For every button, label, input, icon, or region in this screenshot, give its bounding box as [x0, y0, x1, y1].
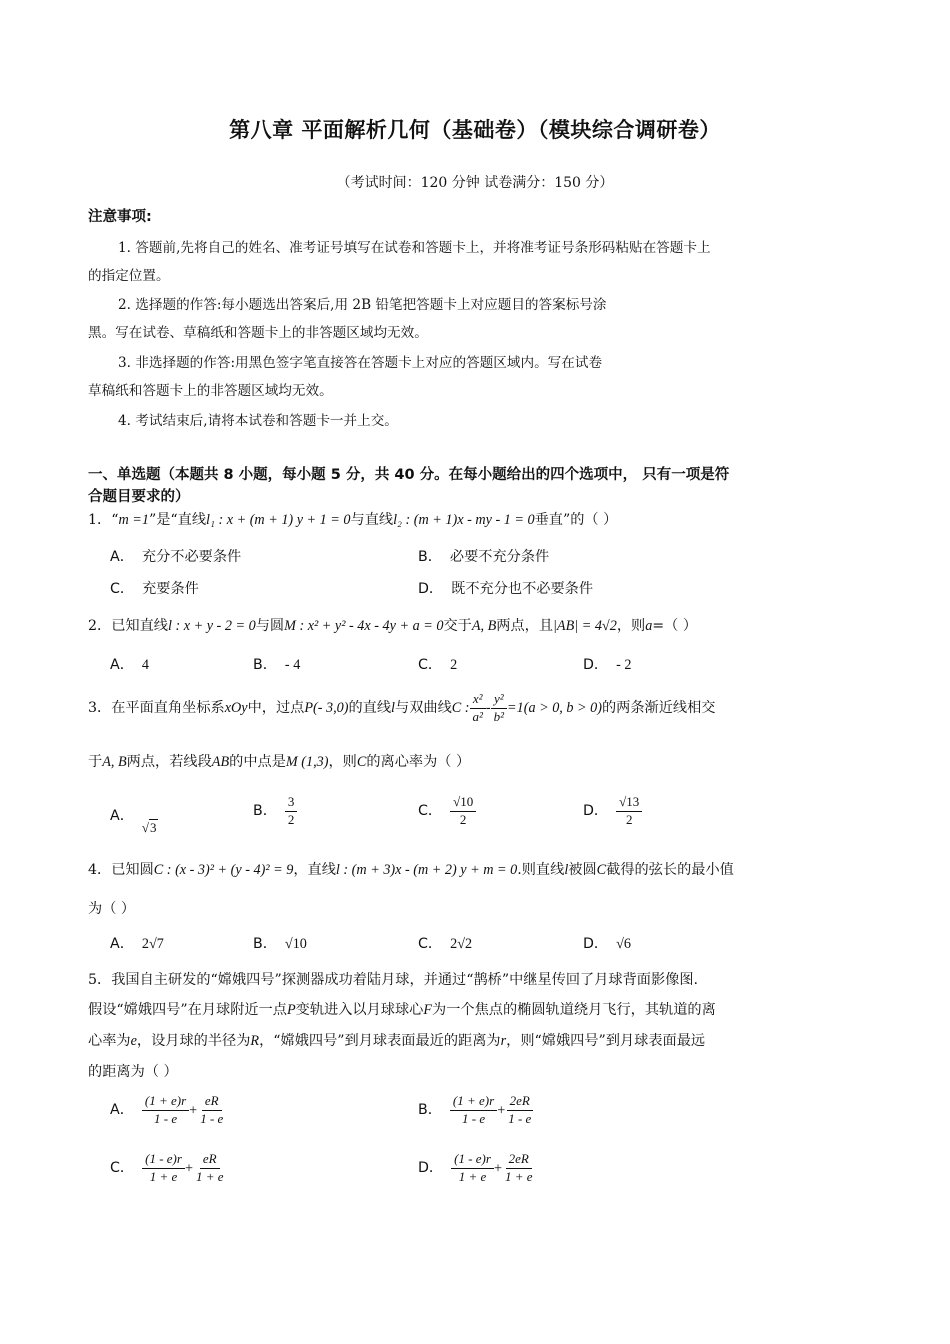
question-number: 2． — [88, 618, 112, 634]
q2-option-b[interactable]: B． - 4 — [253, 657, 301, 673]
question-5-line-2: 假设“嫦娥四号”在月球附近一点P变轨进入以月球球心F为一个焦点的椭圆轨道绕月飞行，其轨道的离 — [88, 1002, 716, 1018]
q2-option-d[interactable]: D． - 2 — [583, 657, 632, 673]
fraction: $\frac{√10}{2}$ — [450, 795, 476, 828]
q4-option-a[interactable]: A． 2√7 — [110, 936, 164, 952]
fraction: $\frac{(1 + e)r}{1 - e}$ — [450, 1094, 497, 1127]
question-number: 4． — [88, 862, 112, 878]
fraction: $\frac{\text{x²}}{\text{a²}}$ — [470, 692, 486, 725]
fraction: $\frac{3}{2}$ — [285, 795, 298, 828]
math-expr: A, B — [471, 618, 497, 634]
fraction: $\frac{eR}{1 + e}$ — [195, 1151, 224, 1184]
math-expr: m =1 — [118, 512, 149, 528]
notice-item-1-cont: 的指定位置。 — [88, 268, 170, 284]
math-expr: l — [564, 862, 569, 878]
fraction: $\frac{2eR}{1 + e}$ — [504, 1151, 533, 1184]
question-2: 2．已知直线l : x + y - 2 = 0与圆M : x² + y² - 4x - 4y + a = 0交于A, B两点，且|AB| = 4√2，则a=（ ） — [88, 618, 698, 634]
q5-option-c[interactable]: C． $\frac{(1 - e)r}{1 + e}$ + $\frac{eR}{1 + e}$ — [110, 1152, 227, 1185]
q4-option-b[interactable]: B． √10 — [253, 936, 307, 952]
notice-item-4: 4. 考试结束后,请将本试卷和答题卡一并上交。 — [118, 413, 398, 429]
notice-heading: 注意事项: — [88, 209, 152, 225]
fraction: $\frac{2eR}{1 - e}$ — [508, 1093, 532, 1126]
question-4: 4．已知圆C : (x - 3)² + (y - 4)² = 9，直线l : (m + 3)x - (m + 2) y + m = 0.则直线l被圆C截得的弦长的最小值 — [88, 862, 734, 878]
fraction: $\frac{(1 + e)r}{1 - e}$ — [142, 1094, 189, 1127]
question-number: 1． — [88, 512, 112, 528]
question-3-cont: 于A, B两点，若线段AB的中点是M (1,3)，则C的离心率为（ ） — [88, 754, 471, 770]
q2-option-a[interactable]: A． 4 — [110, 657, 149, 673]
notice-item-1: 1. 答题前,先将自己的姓名、准考证号填写在试卷和答题卡上，并将准考证号条形码粘贴在答题卡上 — [118, 240, 711, 256]
page-title: 第八章 平面解析几何（基础卷）（模块综合调研卷） — [229, 118, 721, 142]
q5-option-a[interactable]: A． $\frac{(1 + e)r}{1 - e}$ + $\frac{eR}{1 - e}$ — [110, 1094, 226, 1127]
math-expr: P(- 3,0) — [304, 700, 349, 716]
fraction: $\frac{(1 - e)r}{1 + e}$ — [451, 1152, 494, 1185]
q3-option-d[interactable]: D． $\frac{√13}{2}$ — [583, 795, 642, 828]
fraction: $\frac{\text{y²}}{\text{b²}}$ — [491, 692, 507, 725]
math-expr: AB — [211, 754, 230, 770]
question-1: 1．“m =1”是“直线l₁ : x + (m + 1) y + 1 = 0与直线l₂ : (m + 1)x - my - 1 = 0垂直”的（ ） — [88, 512, 618, 528]
q1-option-d[interactable]: D． 既不充分也不必要条件 — [418, 581, 594, 597]
math-expr: =1(a > 0, b > 0) — [507, 700, 602, 716]
q5-option-b[interactable]: B． $\frac{(1 + e)r}{1 - e}$ + $\frac{2eR}{1 - e}$ — [418, 1094, 534, 1127]
q1-option-c[interactable]: C． 充要条件 — [110, 581, 199, 597]
question-4-cont: 为（ ） — [88, 901, 136, 917]
notice-item-2-cont: 黑。写在试卷、草稿纸和答题卡上的非答题区域均无效。 — [88, 325, 428, 341]
math-expr: l — [391, 700, 395, 716]
q4-option-d[interactable]: D． √6 — [583, 936, 632, 952]
fraction: $\frac{eR}{1 - e}$ — [200, 1093, 224, 1126]
q2-option-c[interactable]: C． 2 — [418, 657, 458, 673]
question-5: 5．我国自主研发的“嫦娥四号”探测器成功着陆月球，并通过“鹊桥”中继星传回了月球背面影像图. — [88, 972, 699, 988]
notice-item-2: 2. 选择题的作答:每小题选出答案后,用 2B 铅笔把答题卡上对应题目的答案标号涂 — [118, 297, 607, 313]
fraction: $\frac{√13}{2}$ — [616, 795, 642, 828]
math-expr: C — [356, 754, 367, 770]
math-expr: C — [596, 862, 607, 878]
math-expr: C : — [451, 700, 470, 716]
q3-option-c[interactable]: C． $\frac{√10}{2}$ — [418, 795, 476, 828]
math-expr: M : x² + y² - 4x - 4y + a = 0 — [284, 618, 444, 634]
question-3: 3．在平面直角坐标系xOy中，过点P(- 3,0)的直线l与双曲线C : $\frac{\text{x²}}{\text{a²}}$ - $\frac{\text{y²}}{\text{b²}}$ =1(a > 0, b > 0)的两条渐近线相交 — [88, 690, 716, 724]
math-expr: C : (x - 3)² + (y - 4)² = 9 — [153, 862, 294, 878]
math-expr: l : (m + 3)x - (m + 2) y + m = 0 — [335, 862, 518, 878]
q1-option-b[interactable]: B． 必要不充分条件 — [418, 549, 550, 565]
math-expr: l₁ : x + (m + 1) y + 1 = 0 — [206, 512, 351, 528]
q4-option-c[interactable]: C． 2√2 — [418, 936, 473, 952]
math-expr: M (1,3) — [285, 754, 329, 770]
math-expr: |AB| = 4√2 — [553, 618, 617, 634]
question-number: 3． — [88, 700, 112, 716]
q1-option-a[interactable]: A． 充分不必要条件 — [110, 549, 242, 565]
math-expr: a — [645, 618, 653, 634]
question-number: 5． — [88, 972, 112, 988]
exam-info: （考试时间：120 分钟 试卷满分：150 分） — [336, 175, 614, 191]
q3-option-a[interactable]: A．√3 — [110, 808, 157, 835]
math-expr: A, B — [102, 754, 127, 770]
fraction: $\frac{(1 - e)r}{1 + e}$ — [142, 1152, 185, 1185]
q5-option-d[interactable]: D． $\frac{(1 - e)r}{1 + e}$ + $\frac{2eR}{1 + e}$ — [418, 1152, 536, 1185]
notice-item-3: 3. 非选择题的作答:用黑色签字笔直接答在答题卡上对应的答题区域内。写在试卷 — [118, 355, 603, 371]
question-5-line-3: 心率为e，设月球的半径为R，“嫦娥四号”到月球表面最近的距离为r，则“嫦娥四号”到月球表面最远 — [88, 1033, 706, 1049]
q3-option-b[interactable]: B． $\frac{3}{2}$ — [253, 795, 297, 828]
question-5-line-4: 的距离为（ ） — [88, 1064, 178, 1080]
section-heading: 一、单选题（本题共 8 小题，每小题 5 分，共 40 分。在每小题给出的四个选项中， 只有一项是符 — [88, 467, 730, 483]
notice-item-3-cont: 草稿纸和答题卡上的非答题区域均无效。 — [88, 383, 333, 399]
math-expr: l : x + y - 2 = 0 — [167, 618, 256, 634]
math-expr: xOy — [224, 700, 248, 716]
math-expr: l₂ : (m + 1)x - my - 1 = 0 — [393, 512, 535, 528]
sqrt-expr: √3 — [141, 820, 157, 835]
section-heading-cont: 合题目要求的） — [88, 489, 190, 505]
